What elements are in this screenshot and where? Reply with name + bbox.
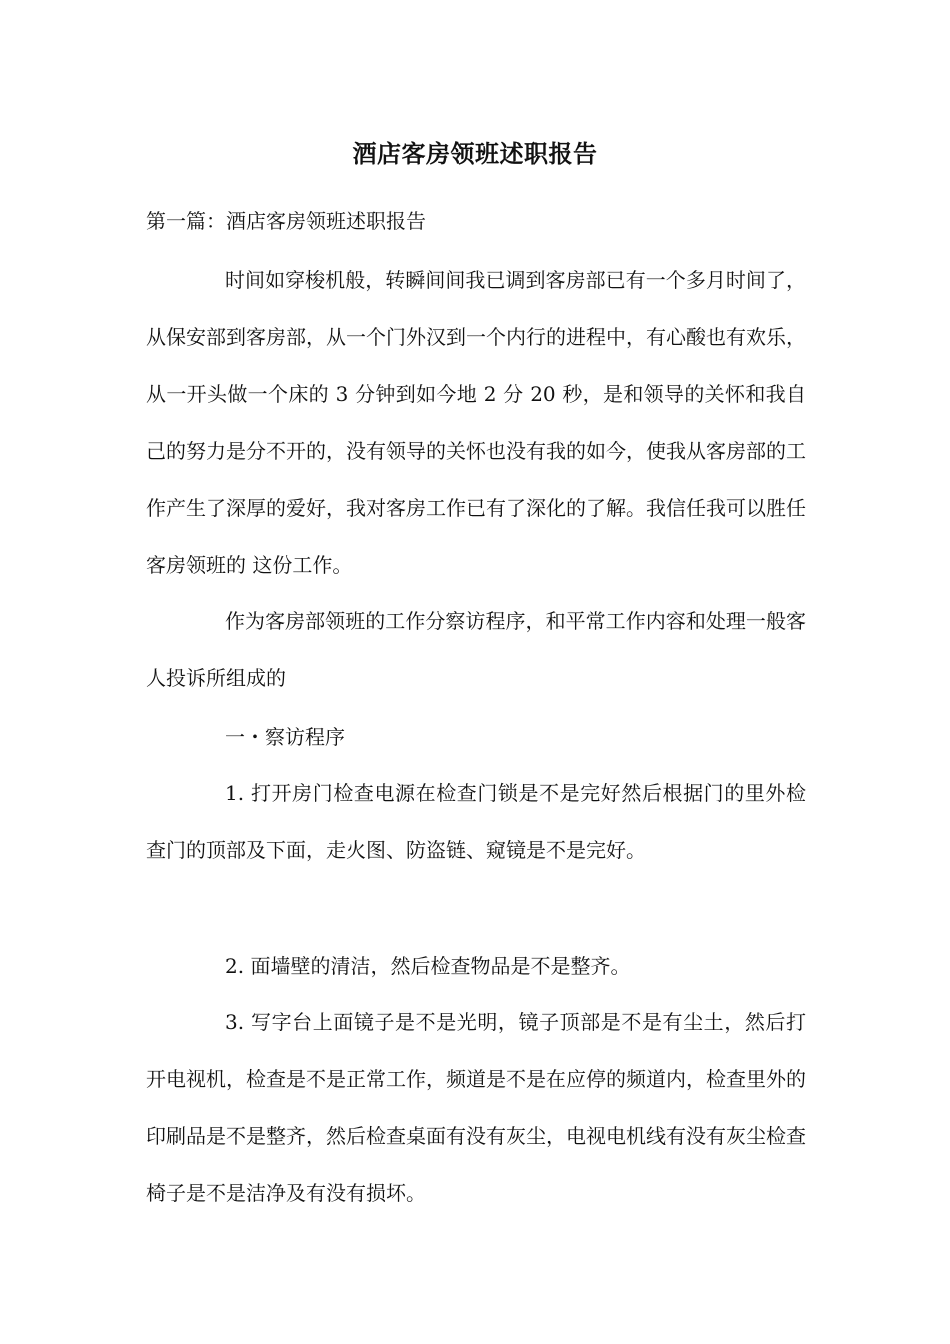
section-heading: 一・察访程序 <box>225 725 345 749</box>
list-item-1: 1. 打开房门检查电源在检查门锁是不是完好然后根据门的里外检查门的顶部及下面，走火图、防盗链、窥镜是不是完好。 <box>146 781 806 862</box>
list-item-3: 3. 写字台上面镜子是不是光明，镜子顶部是不是有尘土，然后打开电视机，检查是不是正常工作，频道是不是在应停的频道内，检查里外的印刷品是不是整齐，然后检查桌面有没有灰尘，电视电机线有没有灰尘检查椅子是不是洁净及有没有损坏。 <box>146 1010 806 1205</box>
document-title: 酒店客房领班述职报告 <box>352 139 598 168</box>
document-subtitle: 第一篇：酒店客房领班述职报告 <box>146 209 426 233</box>
paragraph-overview: 作为客房部领班的工作分察访程序，和平常工作内容和处理一般客人投诉所组成的 <box>146 609 806 690</box>
list-item-2: 2. 面墙壁的清洁，然后检查物品是不是整齐。 <box>225 954 631 978</box>
paragraph-intro: 时间如穿梭机般，转瞬间间我已调到客房部已有一个多月时间了，从保安部到客房部，从一个门外汉到一个内行的进程中，有心酸也有欢乐，从一开头做一个床的 3 分钟到如今地 2 分 20 秒，是和领导的关怀和我自己的努力是分不开的，没有领导的关怀也没有我的如今，使我从客房部的工作产生了深厚的爱好，我对客房工作已有了深化的了解。我信任我可以胜任客房领班的 这份工作。 <box>146 268 806 577</box>
